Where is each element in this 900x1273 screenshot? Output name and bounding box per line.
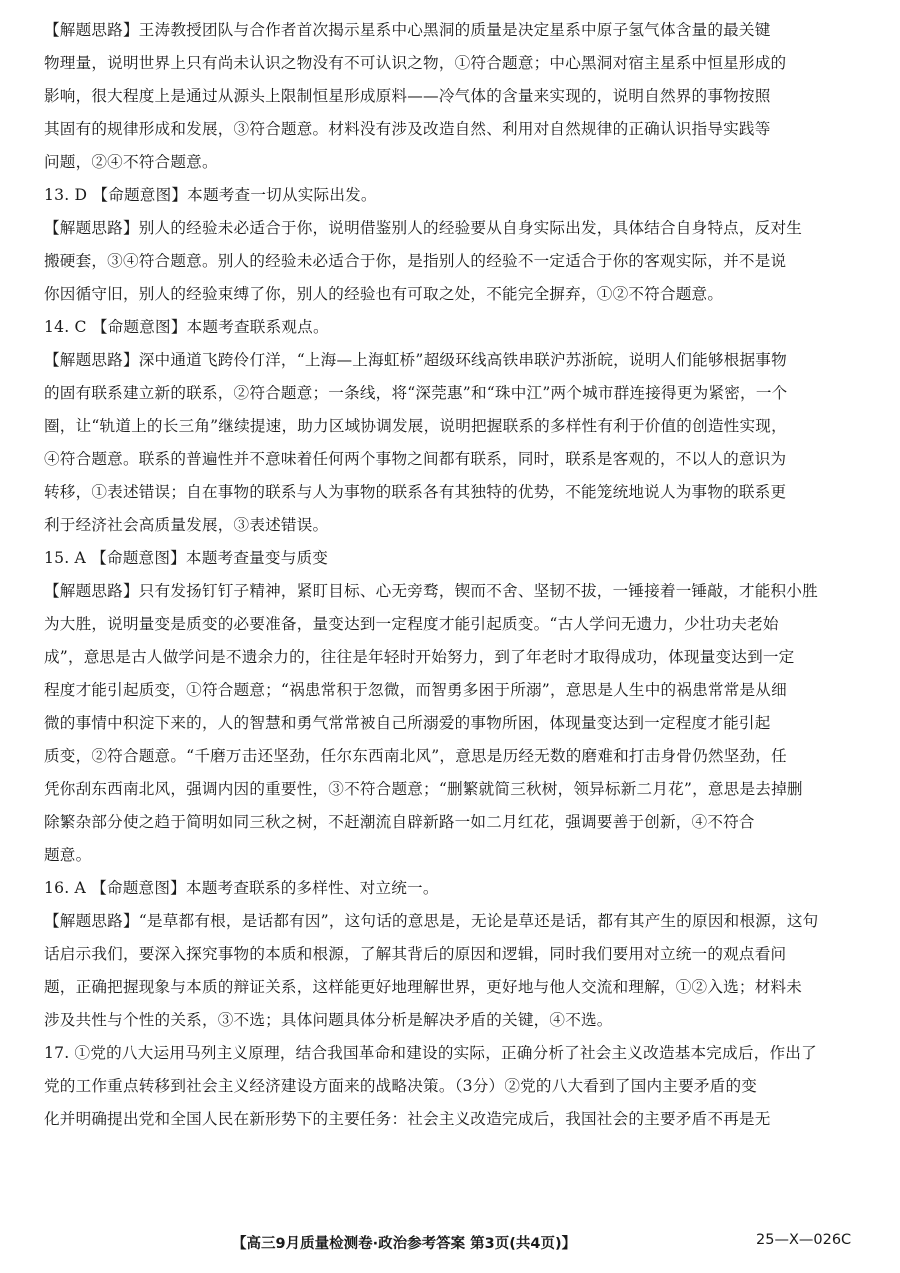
text-line: 话启示我们，要深入探究事物的本质和根源，了解其背后的原因和逻辑，同时我们要用对立统一的观点看问 <box>44 945 787 963</box>
page-footer <box>0 1228 900 1258</box>
question-heading: 15. A 【命题意图】本题考查量变与质变 <box>44 549 329 567</box>
text-line: 【解题思路】“是草都有根，是话都有因”，这句话的意思是，无论是草还是话，都有其产生的原因和根源，这句 <box>44 912 819 930</box>
text-line: ④符合题意。联系的普遍性并不意味着任何两个事物之间都有联系，同时，联系是客观的，不以人的意识为 <box>44 450 787 468</box>
question-17-answer <box>44 1037 864 1136</box>
text-line: 问题，②④不符合题意。 <box>44 153 218 171</box>
question-16-header <box>44 872 864 905</box>
text-line: 转移，①表述错误；自在事物的联系与人为事物的联系各有其独特的优势，不能笼统地说人为事物的联系更 <box>44 483 787 501</box>
question-heading: 14. C 【命题意图】本题考查联系观点。 <box>44 318 329 336</box>
text-line: 圈，让“轨道上的长三角”继续提速，助力区域协调发展，说明把握联系的多样性有利于价值的创造性实现， <box>44 417 787 435</box>
text-line: 17. ①党的八大运用马列主义原理，结合我国革命和建设的实际，正确分析了社会主义改造基本完成后，作出了 <box>44 1044 817 1062</box>
text-line: 你因循守旧，别人的经验束缚了你，别人的经验也有可取之处，不能完全摒弃，①②不符合题意。 <box>44 285 724 303</box>
text-line: 【解题思路】深中通道飞跨伶仃洋，“上海—上海虹桥”超级环线高铁串联沪苏浙皖，说明人们能够根据事物 <box>44 351 787 369</box>
text-line: 党的工作重点转移到社会主义经济建设方面来的战略决策。（3分）②党的八大看到了国内主要矛盾的变 <box>44 1077 758 1095</box>
text-line: 质变，②符合题意。“千磨万击还坚劲，任尔东西南北风”，意思是历经无数的磨难和打击身骨仍然坚劲，任 <box>44 747 787 765</box>
text-line: 化并明确提出党和全国人民在新形势下的主要任务：社会主义改造完成后，我国社会的主要矛盾不再是无 <box>44 1110 771 1128</box>
text-line: 利于经济社会高质量发展，③表述错误。 <box>44 516 329 534</box>
text-line: 微的事情中积淀下来的，人的智慧和勇气常常被自己所溺爱的事物所困，体现量变达到一定程度才能引起 <box>44 714 771 732</box>
analysis-block-14 <box>44 344 864 542</box>
text-line: 搬硬套，③④符合题意。别人的经验未必适合于你，是指别人的经验不一定适合于你的客观实际，并不是说 <box>44 252 787 270</box>
analysis-block-12 <box>44 14 864 179</box>
analysis-block-13 <box>44 212 864 311</box>
text-line: 【解题思路】别人的经验未必适合于你，说明借鉴别人的经验要从自身实际出发，具体结合自身特点，反对生 <box>44 219 803 237</box>
text-line: 凭你刮东西南北风，强调内因的重要性，③不符合题意；“删繁就简三秋树，领异标新二月花”，意思是去掉删 <box>44 780 803 798</box>
answer-page <box>44 14 864 1136</box>
question-13-header <box>44 179 864 212</box>
text-line: 其固有的规律形成和发展，③符合题意。材料没有涉及改造自然、利用对自然规律的正确认识指导实践等 <box>44 120 771 138</box>
text-line: 的固有联系建立新的联系，②符合题意；一条线，将“深莞惠”和“珠中江”两个城市群连接得更为紧密，一个 <box>44 384 788 402</box>
footer-code: 25—X—026C <box>756 1232 852 1248</box>
text-line: 物理量，说明世界上只有尚未认识之物没有不可认识之物，①符合题意；中心黑洞对宿主星系中恒星形成的 <box>44 54 787 72</box>
text-line: 为大胜，说明量变是质变的必要准备，量变达到一定程度才能引起质变。“古人学问无遗力，少壮功夫老始 <box>44 615 779 633</box>
question-heading: 16. A 【命题意图】本题考查联系的多样性、对立统一。 <box>44 879 439 897</box>
analysis-block-16 <box>44 905 864 1037</box>
footer-title: 【高三9月质量检测卷·政治参考答案 第3页(共4页)】 <box>232 1236 577 1252</box>
text-line: 【解题思路】王涛教授团队与合作者首次揭示星系中心黑洞的质量是决定星系中原子氢气体含量的最关键 <box>44 21 771 39</box>
text-line: 【解题思路】只有发扬钉钉子精神，紧盯目标、心无旁骛，锲而不舍、坚韧不拔，一锤接着一锤敲，才能积小胜 <box>44 582 818 600</box>
text-line: 涉及共性与个性的关系，③不选；具体问题具体分析是解决矛盾的关键，④不选。 <box>44 1011 613 1029</box>
text-line: 题，正确把握现象与本质的辩证关系，这样能更好地理解世界，更好地与他人交流和理解，①②入选；材料未 <box>44 978 803 996</box>
question-heading: 13. D 【命题意图】本题考查一切从实际出发。 <box>44 186 377 204</box>
text-line: 题意。 <box>44 846 92 864</box>
question-14-header <box>44 311 864 344</box>
text-line: 程度才能引起质变，①符合题意；“祸患常积于忽微，而智勇多困于所溺”，意思是人生中的祸患常常是从细 <box>44 681 787 699</box>
text-line: 成”，意思是古人做学问是不遗余力的，往往是年轻时开始努力，到了年老时才取得成功，体现量变达到一定 <box>44 648 795 666</box>
question-15-header <box>44 542 864 575</box>
text-line: 影响，很大程度上是通过从源头上限制恒星形成原料——冷气体的含量来实现的，说明自然界的事物按照 <box>44 87 771 105</box>
analysis-block-15 <box>44 575 864 872</box>
text-line: 除繁杂部分使之趋于简明如同三秋之树，不赶潮流自辟新路一如二月红花，强调要善于创新，④不符合 <box>44 813 755 831</box>
